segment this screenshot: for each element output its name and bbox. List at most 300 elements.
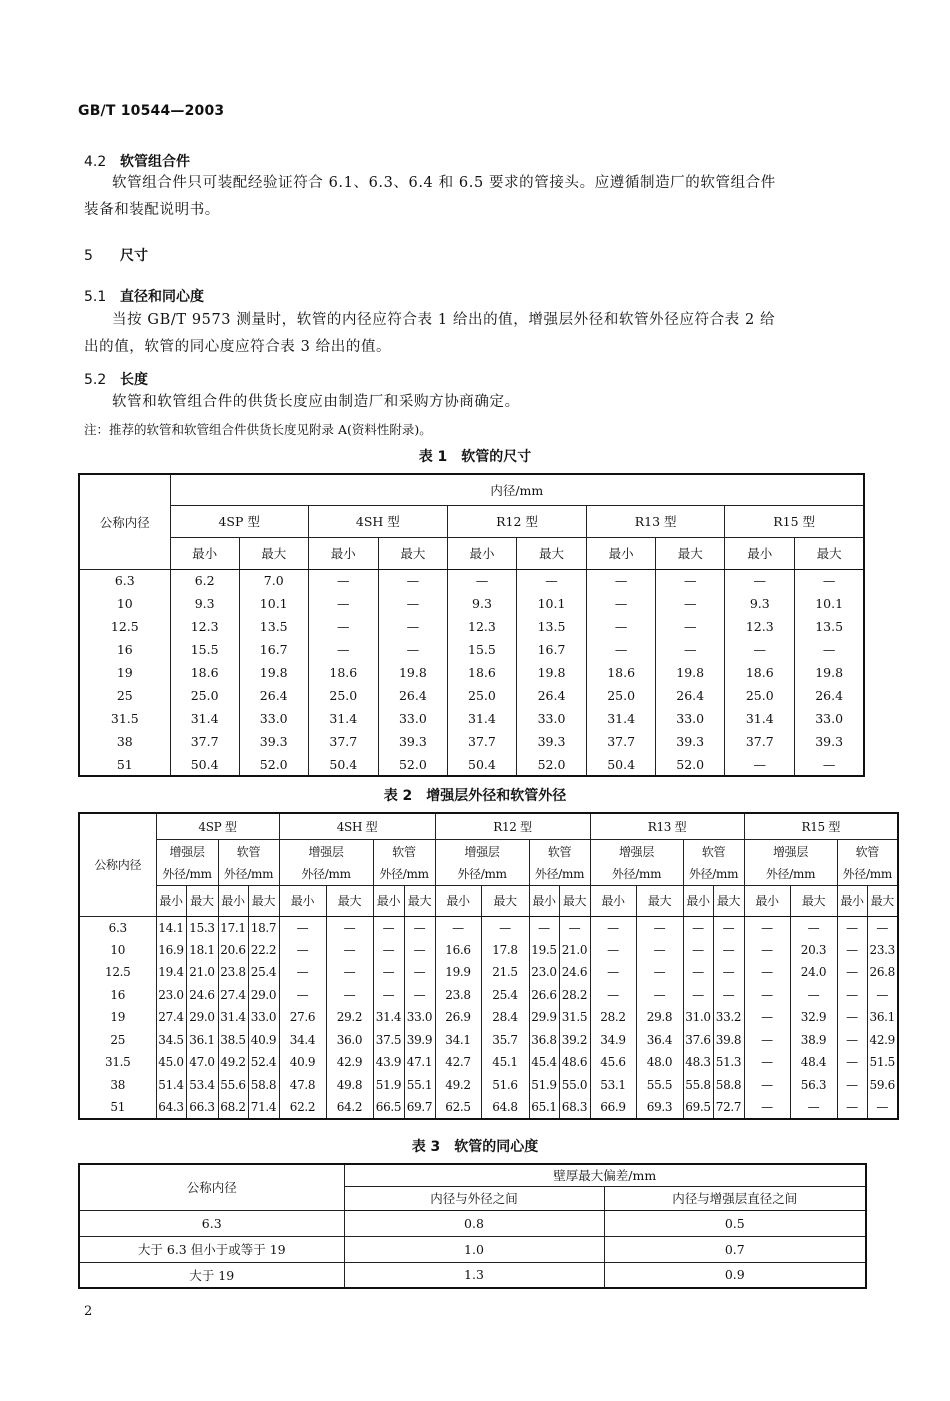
max-header: 最大 xyxy=(795,537,864,569)
hose-header: 软管 xyxy=(529,839,590,863)
table-cell: 40.9 xyxy=(248,1029,279,1052)
table-cell: — xyxy=(279,939,326,962)
table-cell: — xyxy=(590,961,636,984)
table-cell: — xyxy=(308,615,378,638)
table-cell: 16 xyxy=(79,984,156,1007)
table-cell: 38.9 xyxy=(790,1029,837,1052)
table-cell: 39.3 xyxy=(656,730,725,753)
table-cell: — xyxy=(683,984,713,1007)
table-cell: 39.8 xyxy=(713,1029,744,1052)
section-4-2-heading xyxy=(84,151,190,171)
table-cell: — xyxy=(529,916,559,939)
section-4-2-line1: 软管组合件只可装配经验证符合 6.1、6.3、6.4 和 6.5 要求的管接头。应遵循制造厂的软管组合件 xyxy=(112,175,776,191)
table-row xyxy=(79,1262,866,1288)
section-5-2-line1: 软管和软管组合件的供货长度应由制造厂和采购方协商确定。 xyxy=(112,394,520,410)
table-row xyxy=(79,961,898,984)
table-cell: 9.3 xyxy=(447,592,516,615)
section-title: 软管组合件 xyxy=(120,154,190,170)
table-cell: 25.0 xyxy=(587,684,656,707)
max-header: 最大 xyxy=(326,885,373,916)
table-cell: 6.3 xyxy=(79,1210,344,1236)
table-cell: 9.3 xyxy=(170,592,239,615)
table-cell: 48.0 xyxy=(636,1051,683,1074)
section-4-2-line2: 装备和装配说明书。 xyxy=(84,202,220,218)
table-cell: — xyxy=(636,916,683,939)
section-5-1-line1: 当按 GB/T 9573 测量时，软管的内径应符合表 1 给出的值，增强层外径和软管外径应符合表 2 给 xyxy=(112,312,776,328)
table-cell: 34.4 xyxy=(279,1029,326,1052)
table-cell: 1.3 xyxy=(344,1262,604,1288)
table-cell: 18.6 xyxy=(308,661,378,684)
table-cell: 33.0 xyxy=(239,707,308,730)
nominal-diameter-header: 公称内径 xyxy=(79,813,156,916)
table-cell: 13.5 xyxy=(239,615,308,638)
min-header: 最小 xyxy=(308,537,378,569)
type-r15-header: R15 型 xyxy=(725,505,864,537)
table-cell: 26.4 xyxy=(239,684,308,707)
reinforcement-hose-header-row xyxy=(79,839,898,863)
max-header: 最大 xyxy=(239,537,308,569)
table-cell: 26.8 xyxy=(867,961,898,984)
table-cell: — xyxy=(744,1006,790,1029)
table-cell: 51.9 xyxy=(373,1074,404,1097)
table-cell: — xyxy=(435,916,481,939)
table-cell: 29.0 xyxy=(186,1006,218,1029)
table-cell: — xyxy=(725,569,795,592)
table-cell: 38.5 xyxy=(218,1029,248,1052)
table-cell: 26.6 xyxy=(529,984,559,1007)
outer-diameter-header: 外径/mm xyxy=(279,863,373,885)
table-cell: — xyxy=(837,1096,867,1119)
table-cell: 50.4 xyxy=(447,753,516,776)
min-header: 最小 xyxy=(218,885,248,916)
table-cell: — xyxy=(587,638,656,661)
table-cell: 45.1 xyxy=(481,1051,529,1074)
table-cell: 25.4 xyxy=(481,984,529,1007)
table-cell: — xyxy=(326,939,373,962)
table-cell: — xyxy=(373,961,404,984)
table-cell: — xyxy=(378,569,447,592)
section-number: 5.1 xyxy=(84,289,107,305)
table-cell: 17.8 xyxy=(481,939,529,962)
table-cell: 33.0 xyxy=(517,707,587,730)
table-cell: — xyxy=(404,984,435,1007)
table-cell: 15.5 xyxy=(170,638,239,661)
table-cell: 10 xyxy=(79,939,156,962)
table-cell: 39.9 xyxy=(404,1029,435,1052)
table-cell: — xyxy=(559,916,590,939)
table-cell: 25.4 xyxy=(248,961,279,984)
table-cell: 31.4 xyxy=(587,707,656,730)
table-cell: — xyxy=(790,984,837,1007)
table-cell: 55.6 xyxy=(218,1074,248,1097)
nominal-diameter-header: 公称内径 xyxy=(79,474,170,569)
table-cell: 23.0 xyxy=(529,961,559,984)
table-cell: 33.0 xyxy=(656,707,725,730)
table-cell: 29.9 xyxy=(529,1006,559,1029)
section-number: 5.2 xyxy=(84,372,107,388)
min-header: 最小 xyxy=(590,885,636,916)
table-cell: 23.8 xyxy=(435,984,481,1007)
table-cell: 51.9 xyxy=(529,1074,559,1097)
table-cell: 31.4 xyxy=(218,1006,248,1029)
table-cell: 22.2 xyxy=(248,939,279,962)
min-header: 最小 xyxy=(725,537,795,569)
section-title: 长度 xyxy=(120,372,148,388)
table-cell: 13.5 xyxy=(517,615,587,638)
table-cell: 68.3 xyxy=(559,1096,590,1119)
table-cell: — xyxy=(744,1029,790,1052)
table-cell: 10.1 xyxy=(795,592,864,615)
outer-diameter-header-row xyxy=(79,863,898,885)
table-cell: — xyxy=(725,753,795,776)
table-cell: — xyxy=(683,939,713,962)
table-cell: 16.7 xyxy=(517,638,587,661)
table-cell: 55.8 xyxy=(683,1074,713,1097)
table-cell: 25.0 xyxy=(170,684,239,707)
table-cell: 19.8 xyxy=(795,661,864,684)
table-cell: — xyxy=(790,916,837,939)
table-row xyxy=(79,1236,866,1262)
table-cell: 37.7 xyxy=(725,730,795,753)
table-cell: 20.3 xyxy=(790,939,837,962)
outer-diameter-header: 外径/mm xyxy=(744,863,837,885)
table-cell: — xyxy=(744,984,790,1007)
table-cell: 51 xyxy=(79,1096,156,1119)
table-cell: — xyxy=(447,569,516,592)
table-cell: 1.0 xyxy=(344,1236,604,1262)
table-cell: 33.0 xyxy=(795,707,864,730)
table-cell: 14.1 xyxy=(156,916,186,939)
table-cell: 19.5 xyxy=(529,939,559,962)
table-cell: — xyxy=(790,1096,837,1119)
table-cell: 51.3 xyxy=(713,1051,744,1074)
table-cell: — xyxy=(279,961,326,984)
table-row xyxy=(79,730,864,753)
table-cell: — xyxy=(867,1096,898,1119)
table-cell: 39.3 xyxy=(795,730,864,753)
min-header: 最小 xyxy=(170,537,239,569)
table-cell: 26.4 xyxy=(378,684,447,707)
table-cell: 19.8 xyxy=(239,661,308,684)
table-cell: — xyxy=(795,638,864,661)
table-cell: 62.5 xyxy=(435,1096,481,1119)
table-cell: — xyxy=(656,615,725,638)
table-cell: — xyxy=(308,638,378,661)
table-cell: 大于 6.3 但小于或等于 19 xyxy=(79,1236,344,1262)
table-cell: 28.2 xyxy=(559,984,590,1007)
table-cell: 37.7 xyxy=(308,730,378,753)
table-cell: 31.5 xyxy=(79,707,170,730)
table-cell: 64.2 xyxy=(326,1096,373,1119)
type-4sp-header: 4SP 型 xyxy=(170,505,308,537)
table-cell: 16.9 xyxy=(156,939,186,962)
table-2-body xyxy=(79,916,898,1119)
table-cell: 13.5 xyxy=(795,615,864,638)
table-cell: 6.3 xyxy=(79,916,156,939)
table-cell: 50.4 xyxy=(170,753,239,776)
max-header: 最大 xyxy=(656,537,725,569)
table-cell: — xyxy=(308,569,378,592)
table-cell: 47.0 xyxy=(186,1051,218,1074)
section-number: 5 xyxy=(84,248,93,264)
table-cell: — xyxy=(517,569,587,592)
table-cell: — xyxy=(744,1074,790,1097)
table-cell: 36.1 xyxy=(867,1006,898,1029)
table-cell: 31.4 xyxy=(170,707,239,730)
table-row xyxy=(79,1029,898,1052)
table-cell: 31.4 xyxy=(447,707,516,730)
table-cell: 32.9 xyxy=(790,1006,837,1029)
table-cell: — xyxy=(326,916,373,939)
table-cell: — xyxy=(867,984,898,1007)
table-cell: — xyxy=(587,569,656,592)
table-cell: 59.6 xyxy=(867,1074,898,1097)
table-cell: 50.4 xyxy=(587,753,656,776)
id-reinforcement-header: 内径与增强层直径之间 xyxy=(604,1186,866,1210)
outer-diameter-header: 外径/mm xyxy=(529,863,590,885)
table-cell: 58.8 xyxy=(713,1074,744,1097)
min-header: 最小 xyxy=(683,885,713,916)
table-cell: 29.2 xyxy=(326,1006,373,1029)
table-cell: 23.3 xyxy=(867,939,898,962)
table-cell: — xyxy=(373,939,404,962)
table-cell: 52.0 xyxy=(517,753,587,776)
table-cell: 53.4 xyxy=(186,1074,218,1097)
table-cell: 49.2 xyxy=(435,1074,481,1097)
table-cell: 71.4 xyxy=(248,1096,279,1119)
table-cell: — xyxy=(656,592,725,615)
type-r15-header: R15 型 xyxy=(744,813,898,839)
reinforcement-header: 增强层 xyxy=(279,839,373,863)
section-title: 直径和同心度 xyxy=(120,289,204,305)
page-number: 2 xyxy=(84,1304,93,1319)
outer-diameter-header: 外径/mm xyxy=(156,863,218,885)
section-5-1-line2: 出的值，软管的同心度应符合表 3 给出的值。 xyxy=(84,339,392,355)
table-cell: 18.1 xyxy=(186,939,218,962)
table-cell: — xyxy=(636,961,683,984)
table-cell: — xyxy=(378,615,447,638)
table-row xyxy=(79,638,864,661)
table-cell: — xyxy=(744,939,790,962)
table-cell: — xyxy=(837,939,867,962)
table-cell: — xyxy=(378,638,447,661)
table-row xyxy=(79,569,864,592)
hose-header: 软管 xyxy=(218,839,279,863)
table-cell: 19 xyxy=(79,1006,156,1029)
table-cell: 12.3 xyxy=(447,615,516,638)
table-row xyxy=(79,615,864,638)
table-cell: 43.9 xyxy=(373,1051,404,1074)
table-cell: — xyxy=(636,984,683,1007)
table-cell: 27.4 xyxy=(218,984,248,1007)
table-cell: — xyxy=(837,1051,867,1074)
table-3 xyxy=(78,1163,867,1289)
table-cell: 51 xyxy=(79,753,170,776)
table-cell: — xyxy=(744,961,790,984)
table-1-body xyxy=(79,569,864,776)
type-r12-header: R12 型 xyxy=(435,813,590,839)
table-cell: 31.4 xyxy=(373,1006,404,1029)
table-row xyxy=(79,1074,898,1097)
table-cell: 21.0 xyxy=(186,961,218,984)
table-row xyxy=(79,1006,898,1029)
section-title: 尺寸 xyxy=(120,248,148,264)
table-cell: 35.7 xyxy=(481,1029,529,1052)
table-cell: 25.0 xyxy=(725,684,795,707)
max-header: 最大 xyxy=(378,537,447,569)
id-od-header: 内径与外径之间 xyxy=(344,1186,604,1210)
section-5-2-heading xyxy=(84,369,148,389)
table-1 xyxy=(78,473,865,777)
table-cell: — xyxy=(378,592,447,615)
table-cell: 48.4 xyxy=(790,1051,837,1074)
table-cell: 0.9 xyxy=(604,1262,866,1288)
table-cell: 16.6 xyxy=(435,939,481,962)
max-header: 最大 xyxy=(248,885,279,916)
table-cell: 37.7 xyxy=(170,730,239,753)
type-r13-header: R13 型 xyxy=(590,813,744,839)
table-cell: 55.1 xyxy=(404,1074,435,1097)
table-cell: 25 xyxy=(79,1029,156,1052)
table-cell: 31.5 xyxy=(559,1006,590,1029)
table-cell: — xyxy=(326,961,373,984)
table-cell: 37.6 xyxy=(683,1029,713,1052)
table-cell: 39.2 xyxy=(559,1029,590,1052)
table-row xyxy=(79,939,898,962)
table-cell: 25.0 xyxy=(308,684,378,707)
table-cell: 18.6 xyxy=(447,661,516,684)
max-header: 最大 xyxy=(867,885,898,916)
table-cell: 45.6 xyxy=(590,1051,636,1074)
table-cell: 40.9 xyxy=(279,1051,326,1074)
table-cell: 21.5 xyxy=(481,961,529,984)
table-cell: 24.0 xyxy=(790,961,837,984)
table-cell: 47.1 xyxy=(404,1051,435,1074)
hose-header: 软管 xyxy=(373,839,435,863)
table-cell: 53.1 xyxy=(590,1074,636,1097)
reinforcement-header: 增强层 xyxy=(156,839,218,863)
table-cell: 29.8 xyxy=(636,1006,683,1029)
table-cell: — xyxy=(837,1006,867,1029)
table-cell: 大于 19 xyxy=(79,1262,344,1288)
table-cell: 21.0 xyxy=(559,939,590,962)
table-cell: — xyxy=(837,1029,867,1052)
min-header: 最小 xyxy=(529,885,559,916)
table-cell: 16.7 xyxy=(239,638,308,661)
max-header: 最大 xyxy=(186,885,218,916)
type-4sh-header: 4SH 型 xyxy=(308,505,447,537)
table-cell: 19.4 xyxy=(156,961,186,984)
table-cell: 58.8 xyxy=(248,1074,279,1097)
table-cell: 26.4 xyxy=(795,684,864,707)
table-3-caption: 表 3 软管的同心度 xyxy=(411,1139,539,1155)
table-cell: 37.5 xyxy=(373,1029,404,1052)
min-header: 最小 xyxy=(279,885,326,916)
table-cell: — xyxy=(587,615,656,638)
section-5-heading xyxy=(84,245,148,265)
table-cell: 34.5 xyxy=(156,1029,186,1052)
table-row xyxy=(79,1096,898,1119)
document-header: GB/T 10544—2003 xyxy=(78,103,225,119)
table-cell: 24.6 xyxy=(559,961,590,984)
max-header: 最大 xyxy=(713,885,744,916)
table-cell: 31.0 xyxy=(683,1006,713,1029)
table-cell: 52.0 xyxy=(239,753,308,776)
table-cell: 19.8 xyxy=(517,661,587,684)
table-cell: 27.6 xyxy=(279,1006,326,1029)
table-cell: 50.4 xyxy=(308,753,378,776)
table-row xyxy=(79,661,864,684)
table-cell: — xyxy=(837,984,867,1007)
table-cell: — xyxy=(590,984,636,1007)
table-cell: — xyxy=(587,592,656,615)
reinforcement-header: 增强层 xyxy=(435,839,529,863)
table-cell: — xyxy=(744,916,790,939)
table-cell: 45.4 xyxy=(529,1051,559,1074)
table-cell: — xyxy=(404,961,435,984)
table-cell: 33.0 xyxy=(378,707,447,730)
table-cell: 7.0 xyxy=(239,569,308,592)
table-cell: — xyxy=(713,984,744,1007)
table-cell: — xyxy=(837,916,867,939)
max-header: 最大 xyxy=(559,885,590,916)
table-cell: 62.2 xyxy=(279,1096,326,1119)
table-cell: — xyxy=(279,984,326,1007)
max-header: 最大 xyxy=(481,885,529,916)
table-cell: 6.2 xyxy=(170,569,239,592)
type-r13-header: R13 型 xyxy=(587,505,725,537)
table-cell: — xyxy=(656,638,725,661)
table-cell: 51.4 xyxy=(156,1074,186,1097)
table-cell: — xyxy=(837,961,867,984)
table-cell: 34.1 xyxy=(435,1029,481,1052)
table-cell: 38 xyxy=(79,1074,156,1097)
table-cell: 56.3 xyxy=(790,1074,837,1097)
table-cell: 36.8 xyxy=(529,1029,559,1052)
table-cell: 36.4 xyxy=(636,1029,683,1052)
table-cell: 39.3 xyxy=(239,730,308,753)
table-cell: 65.1 xyxy=(529,1096,559,1119)
table-cell: 48.6 xyxy=(559,1051,590,1074)
table-cell: 42.9 xyxy=(326,1051,373,1074)
table-cell: — xyxy=(795,753,864,776)
table-cell: 31.5 xyxy=(79,1051,156,1074)
table-cell: — xyxy=(725,638,795,661)
table-3-body xyxy=(79,1210,866,1288)
table-cell: 39.3 xyxy=(517,730,587,753)
min-header: 最小 xyxy=(837,885,867,916)
hose-header: 软管 xyxy=(683,839,744,863)
nominal-diameter-header: 公称内径 xyxy=(79,1164,344,1210)
table-cell: — xyxy=(308,592,378,615)
table-cell: 12.5 xyxy=(79,961,156,984)
table-cell: 64.3 xyxy=(156,1096,186,1119)
type-4sp-header: 4SP 型 xyxy=(156,813,279,839)
table-cell: — xyxy=(656,569,725,592)
table-cell: 26.4 xyxy=(517,684,587,707)
outer-diameter-header: 外径/mm xyxy=(590,863,683,885)
table-cell: 31.4 xyxy=(308,707,378,730)
table-cell: 10 xyxy=(79,592,170,615)
table-cell: — xyxy=(713,916,744,939)
max-header: 最大 xyxy=(790,885,837,916)
table-cell: — xyxy=(713,939,744,962)
table-cell: 72.7 xyxy=(713,1096,744,1119)
table-cell: — xyxy=(404,939,435,962)
section-5-2-note: 注：推荐的软管和软管组合件供货长度见附录 A(资料性附录)。 xyxy=(84,422,432,437)
table-row xyxy=(79,707,864,730)
wall-thickness-header: 壁厚最大偏差/mm xyxy=(344,1164,866,1186)
